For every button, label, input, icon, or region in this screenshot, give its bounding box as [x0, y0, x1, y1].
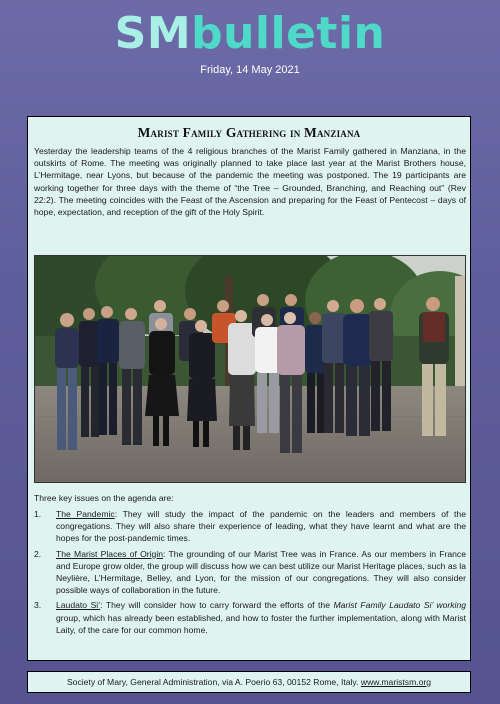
agenda-text: : The grounding of our Marist Tree was in France. As our members in France and Europe grow older, the group will discuss how we can best utilize our Marist Heritage places, such as la Neylière, L’Hermitage, Belley, and Lyon, for the mission of our congregations. They will also consider possible ways of collaboration in the future. — [56, 548, 467, 596]
agenda-heading: Three key issues on the agenda are: — [34, 493, 174, 503]
agenda-italic: Marist Family Laudato Si’ working — [333, 600, 467, 611]
agenda-item-places-of-origin — [34, 548, 466, 597]
article-intro: Yesterday the leadership teams of the 4 religious branches of the Marist Family gathered in Manziana, in the outskirts of Rome. The meeting was originally planned to take place last year at the Marist Brothers house, L’Hermitage, near Lyons, but because of the pandemic the meeting was postponed. The 19 participants are working together for three days with the theme of “the Tree – Grounded, Branching, and Reaching out” (Rev 22:2). The meeting coincides with the Feast of the Ascension and preparing for the Feast of Pentecost – days of hope, expectation, and reception of the gift of the Holy Spirit. — [34, 146, 466, 218]
masthead-logo — [0, 8, 500, 60]
group-photo — [34, 255, 466, 483]
agenda-text: : They will consider how to carry forward the efforts of the — [100, 600, 334, 611]
website-link[interactable]: www.maristsm.org — [360, 677, 432, 687]
footer-address: Society of Mary, General Administration, via A. Poerio 63, 00152 Rome, Italy. — [66, 677, 361, 687]
article-title: Marist Family Gathering in Manziana — [137, 125, 361, 140]
agenda-item-pandemic — [34, 508, 466, 545]
article-card — [27, 116, 471, 661]
agenda-number: 2. — [34, 548, 42, 559]
agenda-term: The Marist Places of Origin — [56, 548, 164, 559]
agenda-list — [34, 508, 466, 639]
masthead-sm: SM — [114, 8, 192, 59]
agenda-text: : They will study the impact of the pandemic on the leaders and members of the congregations. They will also share their experience of leading, what they have learnt and what are the hopes for the post-pandemic times. — [56, 509, 466, 544]
agenda-term: The Pandemic — [56, 509, 115, 519]
agenda-number: 3. — [34, 600, 42, 611]
agenda-number: 1. — [34, 509, 42, 519]
agenda-text: group, which has already been established, and how to foster the further implementation, along with Marist Laity, of the care for our common home. — [56, 612, 466, 635]
agenda-item-laudato-si — [34, 599, 466, 636]
masthead-bulletin: bulletin — [191, 8, 386, 59]
footer — [27, 671, 471, 693]
agenda-term: Laudato Si’ — [56, 600, 101, 611]
issue-date: Friday, 14 May 2021 — [200, 64, 300, 76]
